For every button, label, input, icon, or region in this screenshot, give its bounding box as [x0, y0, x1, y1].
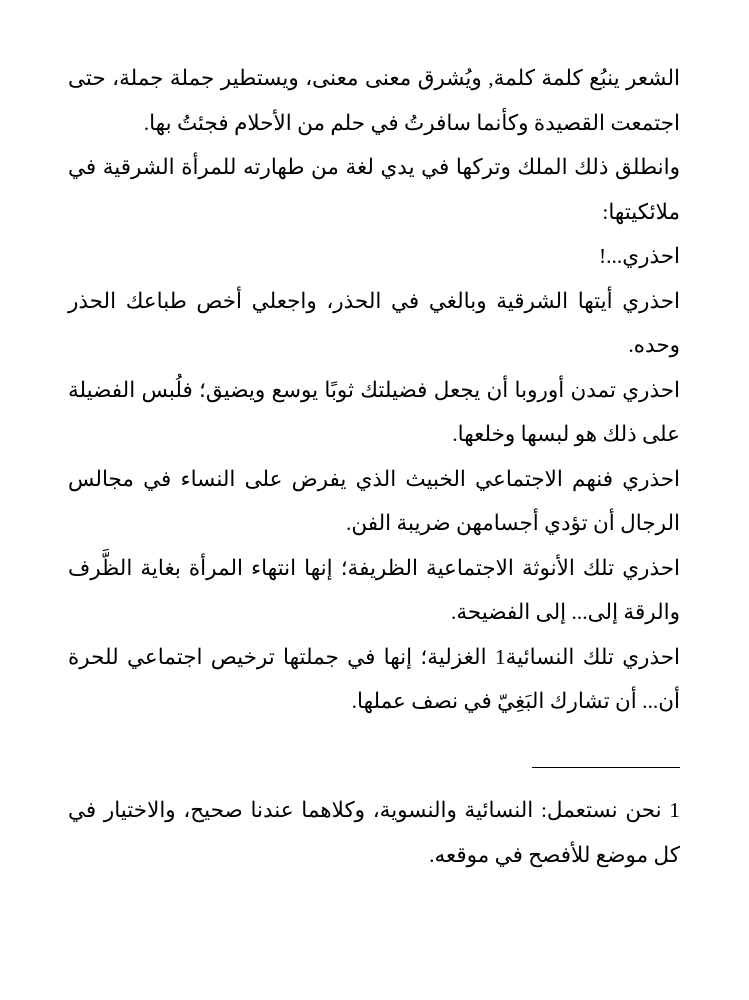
paragraph: احذري...! — [598, 244, 680, 268]
paragraph: احذري تلك الأنوثة الاجتماعية الظريفة؛ إنها انتهاء المرأة بغاية الظَّرف والرقة إلى... إلى الفضيحة. — [68, 555, 680, 624]
paragraph: احذري فنهم الاجتماعي الخبيث الذي يفرض على النساء في مجالس الرجال أن تؤدي أجسامهن ضريبة الفن. — [68, 466, 680, 535]
paragraph: الشعر ينبُع كلمة كلمة, ويُشرق معنى معنى، ويستطير جملة جملة، حتى اجتمعت القصيدة وكأنما سافرتُ في حلم من الأحلام فجئتُ بها. — [68, 66, 680, 135]
footnote: 1 نحن نستعمل: النسائية والنسوية، وكلاهما عندنا صحيح، والاختيار في كل موضع للأفصح في موقعه. — [68, 798, 680, 867]
paragraph: احذري أيتها الشرقية وبالغي في الحذر، واجعلي أخص طباعك الحذر وحده. — [68, 288, 680, 357]
main-text — [68, 56, 680, 724]
paragraph: احذري تلك النسائية1 الغزلية؛ إنها في جملتها ترخيص اجتماعي للحرة أن... أن تشارك البَغِيّ في نصف عملها. — [68, 644, 680, 713]
paragraph: وانطلق ذلك الملك وتركها في يدي لغة من طهارته للمرأة الشرقية في ملائكيتها: — [68, 155, 680, 224]
footnote-separator — [532, 767, 680, 768]
paragraph: احذري تمدن أوروبا أن يجعل فضيلتك ثوبًا يوسع ويضيق؛ فلُبس الفضيلة على ذلك هو لبسها وخلعها. — [68, 377, 680, 446]
